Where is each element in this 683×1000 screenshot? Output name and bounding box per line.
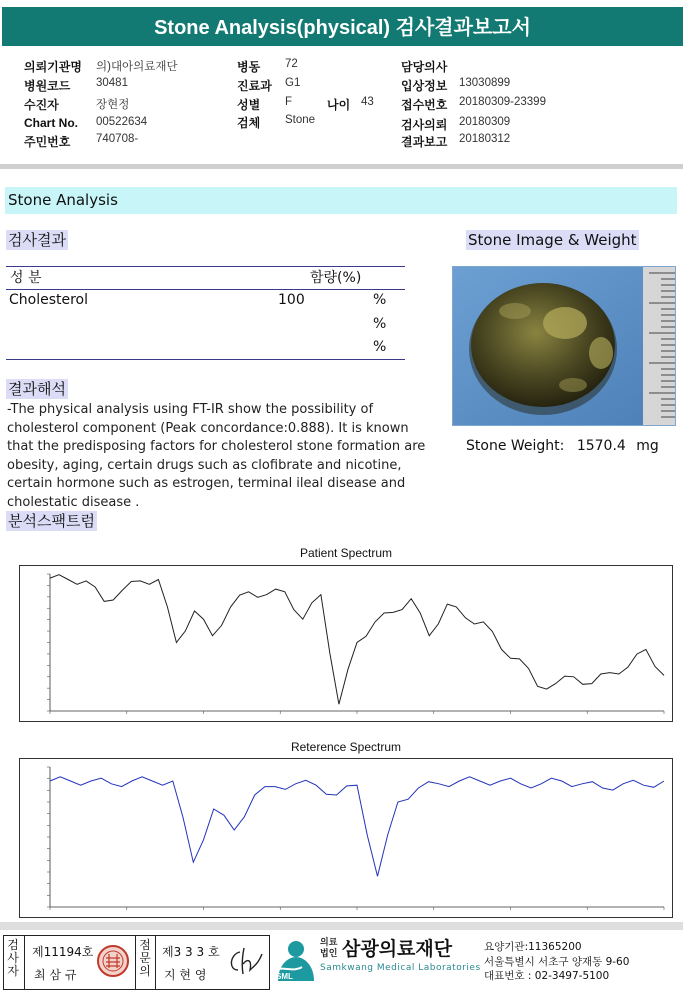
department-value: G1 (285, 77, 301, 89)
age-value: 43 (361, 96, 374, 108)
accession-value: 20180309-23399 (459, 96, 546, 108)
analysis-section-bar: Stone Analysis (5, 187, 677, 214)
clinical-info-value: 13030899 (459, 77, 511, 89)
patient-value: 장현정 (96, 99, 130, 111)
col-content-header: 함량(%) (310, 270, 362, 286)
logo-text: SML (276, 972, 293, 981)
stone-photo (452, 266, 676, 426)
spectrum-heading: 분석스팩트럼 (8, 512, 95, 530)
hospital-label: 의뢰기관명 (24, 60, 82, 74)
table-bottom-rule (6, 359, 405, 360)
inspector-label-text: 검사자 (7, 938, 19, 978)
col-component-header: 성 분 (10, 270, 42, 286)
stone-weight-unit: mg (636, 438, 659, 454)
header-info (0, 52, 683, 152)
org-english: Samkwang Medical Laboratories (320, 963, 481, 973)
chart-no-value: 00522634 (96, 116, 148, 128)
interpretation-text: -The physical analysis using FT-IR show the possibility of cholesterol component (Peak concordance:0.888). It is known that the predisposing factors for cholesterol stone formation are obesity, aging, certain drugs such as clofibrate and nicotine, certain hormone such as estrogen, terminal ileal disease and cholestatic disease . (7, 402, 426, 510)
resident-no-value: 740708- (96, 133, 139, 145)
resident-no-label: 주민번호 (24, 135, 71, 149)
reference-spectrum-title: Reterence Spectrum (290, 740, 402, 754)
org-name: 삼광의료재단 (342, 938, 453, 960)
report-date-label: 결과보고 (401, 135, 448, 149)
specimen-label: 검체 (237, 116, 261, 130)
reviewer-label-text: 점문의 (139, 938, 151, 978)
inspector-label (4, 939, 22, 978)
sml-logo-icon (272, 937, 318, 989)
ward-label: 병동 (237, 60, 261, 74)
result-heading: 검사결과 (8, 231, 66, 249)
facility-number: 요양기관:11365200 (484, 941, 582, 953)
unit-cell: % (373, 316, 387, 332)
official-seal (96, 944, 130, 982)
sign-divider (24, 936, 25, 989)
report-date-value: 20180312 (459, 133, 511, 145)
stone-weight-value: 1570.4 (576, 438, 626, 454)
unit-cell: % (373, 292, 387, 308)
footer-divider (0, 922, 683, 930)
image-heading: Stone Image & Weight (468, 231, 637, 249)
sign-divider (155, 936, 156, 989)
handwritten-signature (226, 946, 264, 982)
reference-spectrum-svg (20, 759, 672, 917)
table-header-rule (6, 289, 405, 290)
report-title: Stone Analysis(physical) 검사결과보고서 (2, 7, 683, 46)
reference-spectrum-chart (19, 758, 673, 918)
patient-spectrum-svg (20, 566, 672, 721)
org-prefix (320, 938, 337, 960)
doctor-label: 담당의사 (401, 60, 448, 74)
request-date-value: 20180309 (459, 116, 511, 128)
reference-spectrum-line (50, 777, 664, 876)
reviewer-name: 지 현 영 (164, 968, 207, 982)
hospital-value: 의)대아의료재단 (96, 61, 178, 73)
org-phone: 대표번호 : 02-3497-5100 (484, 970, 610, 982)
sex-value: F (285, 96, 293, 108)
header-divider (0, 164, 683, 169)
hospital-code-value: 30481 (96, 77, 128, 89)
accession-label: 접수번호 (401, 98, 448, 112)
sex-label: 성별 (237, 98, 261, 112)
age-label: 나이 (327, 98, 351, 112)
org-prefix-bottom: 법인 (320, 949, 338, 959)
patient-spectrum-chart (19, 565, 673, 722)
unit-cell: % (373, 339, 387, 355)
chart-axis (50, 767, 664, 907)
reviewer-license: 제3 3 3 호 (162, 945, 220, 959)
org-address: 서울특별시 서초구 양재동 9-60 (484, 956, 630, 968)
hospital-code-label: 병원코드 (24, 79, 71, 93)
org-prefix-top: 의료 (320, 938, 338, 948)
component-cell: Cholesterol (9, 292, 89, 308)
signature-box (3, 935, 270, 990)
stone-weight-label: Stone Weight: (466, 438, 565, 454)
interpretation-heading: 결과해석 (8, 380, 66, 398)
patient-label: 수진자 (24, 98, 59, 112)
stone-weight (466, 438, 659, 454)
department-label: 진료과 (237, 79, 272, 93)
inspector-name: 최 삼 규 (34, 968, 77, 982)
specimen-value: Stone (285, 114, 316, 126)
patient-spectrum-line (50, 575, 664, 705)
chart-no-label: Chart No. (24, 116, 78, 130)
amount-cell: 100 (278, 292, 305, 308)
clinical-info-label: 입상정보 (401, 79, 448, 93)
ward-value: 72 (285, 58, 298, 70)
reviewer-label (136, 939, 154, 978)
patient-spectrum-title: Patient Spectrum (299, 546, 393, 560)
inspector-license: 제11194호 (32, 945, 94, 959)
request-date-label: 검사의뢰 (401, 118, 448, 132)
